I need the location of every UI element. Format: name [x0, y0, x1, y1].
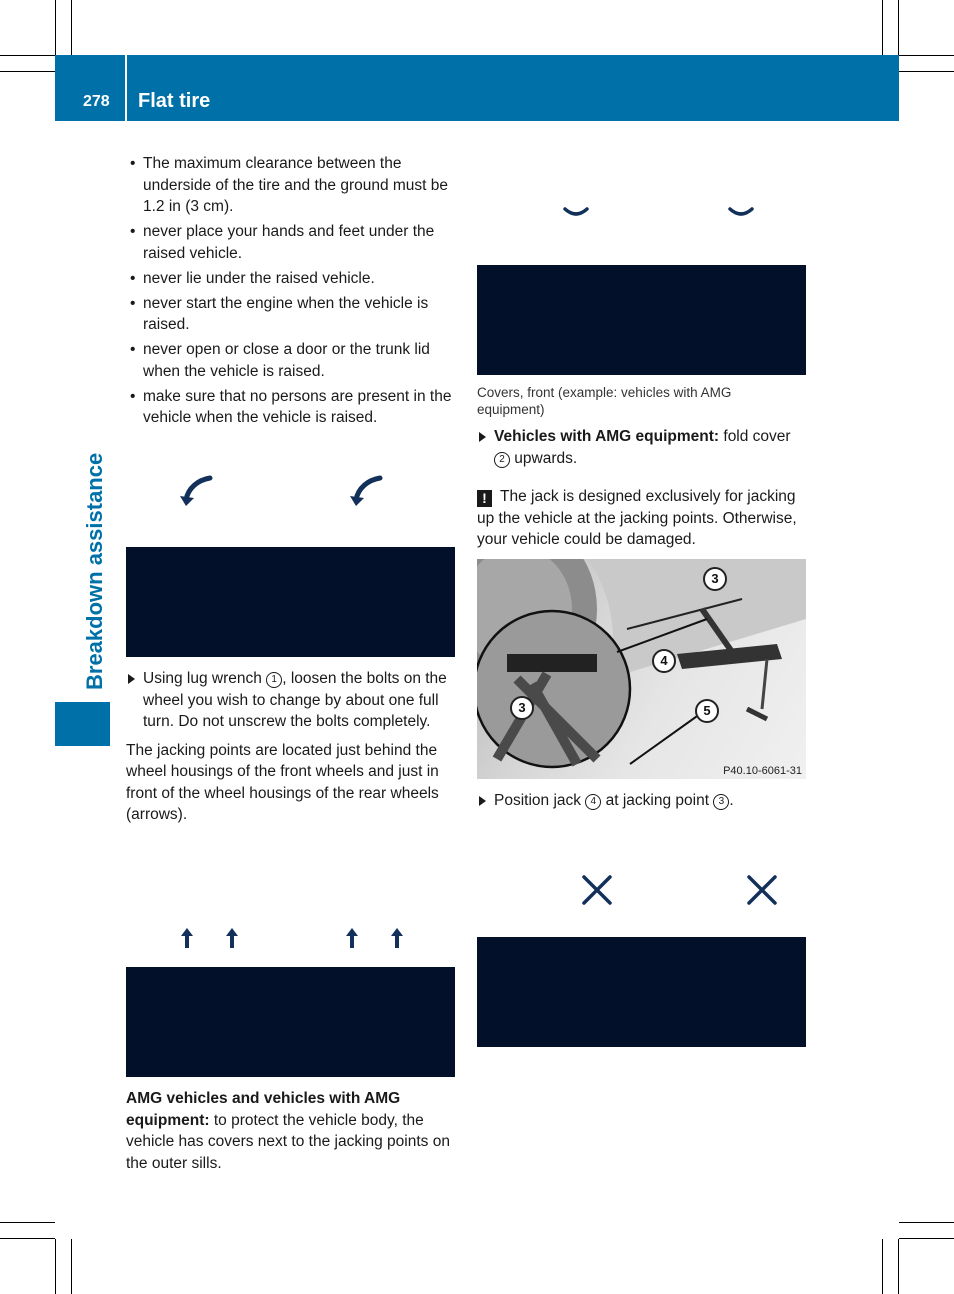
jack-photo	[477, 559, 806, 779]
up-arrow-icon	[225, 928, 239, 948]
illustration-panel	[126, 547, 455, 657]
illustration-panel	[126, 967, 455, 1077]
callout-3-detail: 3	[510, 696, 534, 720]
step-position-jack	[477, 790, 809, 812]
callout-number: 2	[494, 452, 510, 468]
crop-mark	[55, 1239, 56, 1294]
page-number: 278	[83, 93, 110, 110]
crop-mark	[899, 1222, 954, 1223]
crop-mark	[899, 71, 954, 72]
step-item	[477, 426, 809, 469]
step-loosen-bolts	[126, 668, 458, 733]
amg-heading: AMG vehicles and vehicles with AMG equipment:	[126, 1090, 401, 1129]
figure-caption: Covers, front (example: vehicles with AMG equipment)	[477, 385, 732, 417]
crop-mark	[71, 0, 72, 55]
amg-text: to protect the vehicle body, the vehicle has covers next to the jacking points on the outer sills.	[126, 1111, 450, 1172]
list-item: • never lie under the raised vehicle.	[126, 268, 458, 290]
crop-mark	[899, 55, 954, 56]
chevron-down-icon	[728, 205, 754, 219]
crop-mark	[898, 0, 899, 55]
step-text: at jacking point	[601, 792, 714, 809]
up-arrow-icon	[390, 928, 404, 948]
crop-mark	[71, 1239, 72, 1294]
cross-icon	[746, 874, 778, 906]
callout-3: 3	[703, 567, 727, 591]
section-label-text: Breakdown assistance	[82, 452, 107, 690]
step-text: fold cover	[719, 428, 791, 445]
crop-mark	[0, 71, 55, 72]
safety-list	[126, 153, 458, 429]
left-column	[126, 153, 458, 432]
illustration-panel	[477, 265, 806, 375]
jacking-points-paragraph: The jacking points are located just behind the wheel housings of the front wheels and just in front of the wheel housings of the rear wheels (arrows).	[126, 741, 439, 823]
callout-number: 4	[585, 794, 601, 810]
callout-number: 1	[266, 672, 282, 688]
header-divider	[125, 55, 127, 121]
page-title: Flat tire	[138, 90, 211, 112]
illustration-panel	[477, 937, 806, 1047]
crop-mark	[898, 1239, 899, 1294]
step-text: Position jack	[494, 792, 586, 809]
step-heading: Vehicles with AMG equipment:	[494, 428, 720, 445]
curved-arrow-icon	[350, 474, 386, 510]
amg-paragraph	[126, 1088, 458, 1174]
crop-mark	[0, 1238, 55, 1239]
callout-number: 3	[713, 794, 729, 810]
list-item: • never place your hands and feet under the raised vehicle.	[126, 221, 458, 264]
list-item: • make sure that no persons are present in the vehicle when the vehicle is raised.	[126, 386, 458, 429]
crop-mark	[899, 1238, 954, 1239]
jack-illustration	[477, 559, 806, 779]
step-item	[477, 790, 809, 812]
step-fold-cover	[477, 426, 809, 469]
section-tab	[55, 702, 110, 746]
crop-mark	[882, 0, 883, 55]
curved-arrow-icon	[180, 474, 216, 510]
crop-mark	[0, 1222, 55, 1223]
step-text: upwards.	[510, 449, 578, 467]
callout-5: 5	[695, 699, 719, 723]
crop-mark	[882, 1239, 883, 1294]
step-text: Using lug wrench	[143, 670, 267, 687]
list-item: • never open or close a door or the trunk lid when the vehicle is raised.	[126, 339, 458, 382]
image-code: P40.10-6061-31	[723, 765, 802, 777]
chevron-down-icon	[563, 205, 589, 219]
up-arrow-icon	[180, 928, 194, 948]
warning-icon: !	[477, 490, 492, 507]
callout-4: 4	[652, 649, 676, 673]
crop-mark	[0, 55, 55, 56]
up-arrow-icon	[345, 928, 359, 948]
header-bar	[55, 55, 899, 121]
step-text: , loosen the bolts on the wheel you wish to change by about one full turn. Do not unscrew the bolts completely.	[143, 670, 447, 730]
left-column-lower	[126, 668, 458, 826]
crop-mark	[55, 0, 56, 55]
warning-text: The jack is designed exclusively for jacking up the vehicle at the jacking points. Otherwise, your vehicle could be damaged.	[477, 488, 797, 548]
cross-icon	[581, 874, 613, 906]
warning-note	[477, 486, 809, 551]
section-label	[82, 445, 107, 690]
step-text: .	[729, 792, 734, 809]
list-item: • The maximum clearance between the underside of the tire and the ground must be 1.2 in (3 cm).	[126, 153, 458, 218]
list-item: • never start the engine when the vehicle is raised.	[126, 293, 458, 336]
